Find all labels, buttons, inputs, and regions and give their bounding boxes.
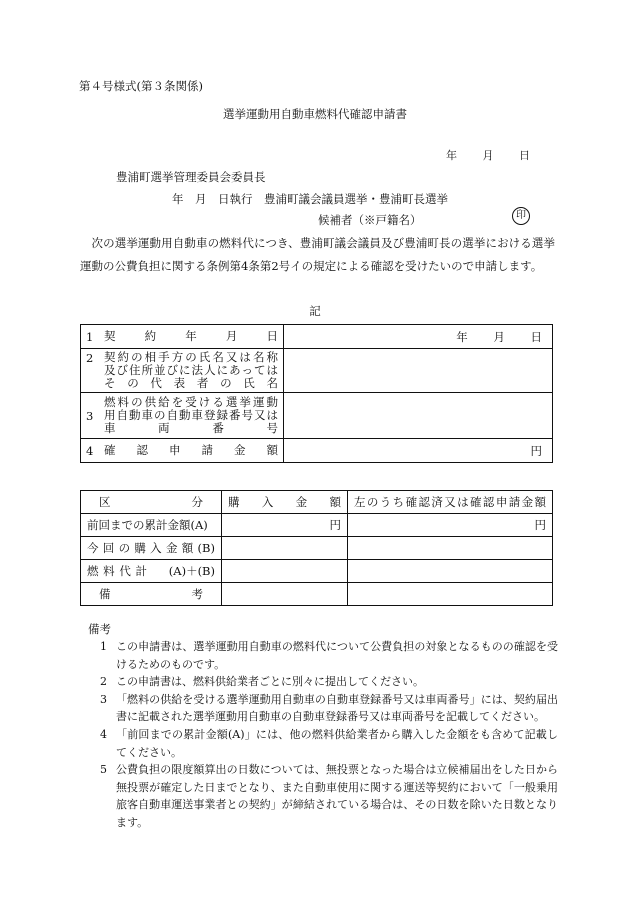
notes-list	[100, 638, 558, 832]
addressee: 豊浦町選挙管理委員会委員長	[116, 170, 266, 184]
row-label: 燃料代計 (A)＋(B)	[81, 560, 222, 583]
contract-date-field[interactable]	[284, 325, 553, 349]
row-label-line: 車両番号	[104, 421, 278, 435]
purchase-amount-cell[interactable]: 円	[222, 514, 348, 537]
remarks-cell[interactable]	[348, 583, 553, 606]
requested-amount-field[interactable]	[284, 439, 553, 463]
row-label-line: その代表者の氏名	[104, 376, 278, 390]
yen-unit: 円	[530, 443, 542, 458]
row-label-line: 契約の相手方の氏名又は名称	[104, 350, 278, 364]
table-row	[81, 439, 553, 463]
row-label-line: 用自動車の自動車登録番号又は	[104, 408, 278, 422]
contractor-name-field[interactable]	[284, 349, 553, 393]
table-header-row	[81, 491, 553, 514]
column-header: 左のうち確認済又は確認申請金額	[348, 491, 553, 514]
amount-table	[80, 490, 553, 606]
list-item: 5 公費負担の限度額算出の日数については、無投票となった場合は立候補届出をした日から無投票が確定した日までとなり、また自動車使用に関する運送等契約において「一般乗用旅客自動車運送事業者との契約」が締結されている場合は、その日数を除いた日数となります。	[100, 763, 558, 829]
row-number: 4	[86, 443, 94, 458]
list-item: 4 「前回までの累計金額(A)」には、他の燃料供給業者から購入した金額をも含めて記載してください。	[100, 727, 558, 759]
contract-date-label	[81, 325, 284, 349]
application-date	[446, 147, 530, 163]
row-label-line: 燃料の供給を受ける選挙運動	[104, 395, 278, 409]
confirmed-amount-cell[interactable]	[348, 560, 553, 583]
month-label: 月	[493, 329, 505, 344]
day-label: 日	[530, 329, 542, 344]
row-label: 今回の購入金額(B)	[81, 537, 222, 560]
requested-amount-label	[81, 439, 284, 463]
table-row	[81, 583, 553, 606]
row-label: 備考	[81, 583, 222, 606]
table-row	[81, 560, 553, 583]
table-row	[81, 393, 553, 439]
date-month-label: 月	[482, 149, 494, 162]
column-header: 購入金額	[222, 491, 348, 514]
list-item: 2 この申請書は、燃料供給業者ごとに別々に提出してください。	[100, 675, 424, 689]
row-label: 確認申請金額	[104, 442, 278, 457]
date-year-label: 年	[446, 149, 457, 162]
table-row	[81, 325, 553, 349]
table-row	[81, 514, 553, 537]
purchase-amount-cell[interactable]	[222, 560, 348, 583]
election-line: 年 月 日執行 豊浦町議会議員選挙・豊浦町長選挙	[172, 192, 448, 206]
row-number: 3	[86, 408, 94, 423]
date-day-label: 日	[519, 149, 530, 162]
row-number: 1	[86, 329, 94, 344]
ki-heading: 記	[309, 304, 321, 318]
remarks-cell[interactable]	[222, 583, 348, 606]
confirmed-amount-cell[interactable]	[348, 537, 553, 560]
list-item: 1 この申請書は、選挙運動用自動車の燃料代について公費負担の対象となるものの確認を受けるためのものです。	[100, 640, 558, 671]
vehicle-number-label	[81, 393, 284, 439]
list-item: 3 「燃料の供給を受ける選挙運動用自動車の自動車登録番号又は車両番号」には、契約届出書に記載された選挙運動用自動車の自動車登録番号又は車両番号を記載してください。	[100, 692, 558, 724]
row-label-line: 及び住所並びに法人にあっては	[104, 363, 278, 377]
vehicle-number-field[interactable]	[284, 393, 553, 439]
contractor-name-label	[81, 349, 284, 393]
body-text: 次の選挙運動用自動車の燃料代につき、豊浦町議会議員及び豊浦町長の選挙における選挙運動の公費負担に関する条例第4条第2号イの規定による確認を受けたいので申請します。	[80, 236, 555, 273]
row-label: 前回までの累計金額(A)	[81, 514, 222, 537]
row-number: 2	[86, 351, 94, 365]
year-label: 年	[456, 329, 468, 344]
purchase-amount-cell[interactable]	[222, 537, 348, 560]
table-row	[81, 349, 553, 393]
form-number: 第４号様式(第３条関係)	[79, 79, 203, 93]
candidate-label: 候補者（※戸籍名）	[318, 213, 422, 227]
document-title: 選挙運動用自動車燃料代確認申請書	[223, 107, 407, 121]
table-row	[81, 537, 553, 560]
contract-table	[80, 324, 553, 463]
notes-title: 備考	[88, 622, 111, 636]
column-header: 区分	[81, 491, 222, 514]
confirmed-amount-cell[interactable]: 円	[348, 514, 553, 537]
row-label: 契約年月日	[104, 328, 278, 343]
seal-icon: 印	[512, 207, 530, 225]
